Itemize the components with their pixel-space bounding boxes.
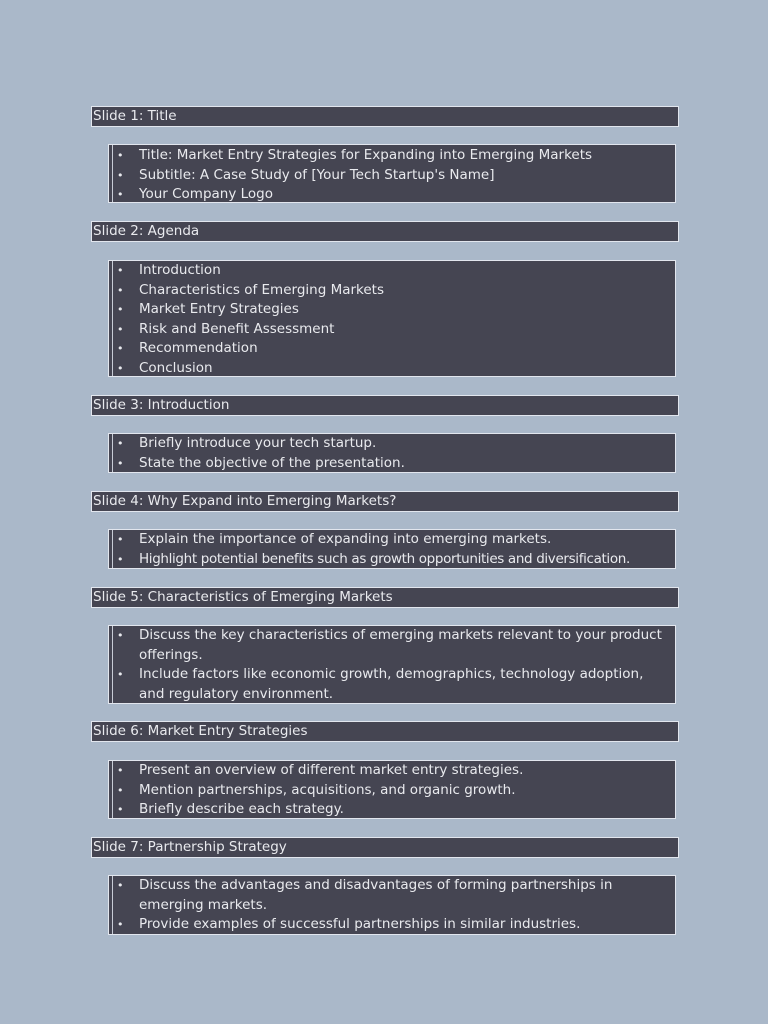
slide-body-7 (108, 875, 676, 935)
list-item (109, 665, 675, 704)
list-item (109, 915, 675, 935)
bullet-icon: • (117, 168, 124, 182)
bullet-icon: • (117, 264, 124, 277)
bullet-icon: • (117, 342, 124, 355)
slide-heading-3: Slide 3: Introduction (91, 395, 679, 416)
list-item-text: Risk and Benefit Assessment (139, 320, 335, 337)
slide-heading-7: Slide 7: Partnership Strategy (91, 837, 679, 858)
list-item-text: Discuss the advantages and disadvantages of forming partnerships in emerging markets. (139, 877, 613, 913)
bullet-icon: • (117, 361, 124, 375)
slide-body-6 (108, 760, 676, 819)
slide-body-3 (108, 433, 676, 473)
list-item-text: Present an overview of different market entry strategies. (139, 762, 524, 778)
list-item-text: Recommendation (139, 340, 258, 356)
list-item (109, 146, 675, 166)
list-item-text: Characteristics of Emerging Markets (139, 281, 385, 298)
bullet-icon: • (117, 552, 124, 566)
bullet-list (109, 530, 675, 569)
list-item-text: Introduction (139, 262, 221, 278)
list-item-text: Title: Market Entry Strategies for Expanding into Emerging Markets (139, 147, 593, 163)
list-item (109, 800, 675, 820)
list-item-text: Discuss the key characteristics of emerging markets relevant to your product offerings. (139, 627, 662, 663)
list-item-text: Highlight potential benefits such as growth opportunities and diversification. (139, 550, 630, 567)
list-item-text: Conclusion (139, 359, 213, 376)
bullet-icon: • (117, 533, 124, 546)
slide-heading-2: Slide 2: Agenda (91, 221, 679, 242)
bullet-icon: • (117, 918, 124, 931)
bullet-icon: • (117, 456, 124, 470)
bullet-icon: • (117, 283, 124, 297)
list-item (109, 454, 675, 474)
slide-body-5 (108, 625, 676, 704)
bullet-icon: • (117, 783, 124, 797)
bullet-list (109, 146, 675, 205)
bullet-icon: • (117, 303, 124, 316)
list-item-text: Include factors like economic growth, demographics, technology adoption, and regulatory environment. (139, 666, 644, 702)
bullet-icon: • (117, 879, 124, 892)
list-item (109, 434, 675, 454)
bullet-list (109, 261, 675, 378)
bullet-icon: • (117, 668, 124, 681)
list-item-text: Your Company Logo (139, 186, 273, 202)
list-item (109, 166, 675, 186)
bullet-list (109, 761, 675, 820)
list-item-text: State the objective of the presentation. (139, 454, 405, 471)
bullet-icon: • (117, 764, 124, 777)
bullet-icon: • (117, 322, 124, 336)
list-item (109, 339, 675, 359)
list-item-text: Provide examples of successful partnerships in similar industries. (139, 916, 581, 932)
list-item (109, 781, 675, 801)
bullet-icon: • (117, 437, 124, 450)
list-item-text: Subtitle: A Case Study of [Your Tech Startup's Name] (139, 166, 495, 183)
bullet-list (109, 876, 675, 935)
list-item (109, 281, 675, 301)
list-item (109, 261, 675, 281)
slide-heading-4: Slide 4: Why Expand into Emerging Markets? (91, 491, 679, 512)
bullet-list (109, 434, 675, 473)
slide-body-4 (108, 529, 676, 569)
slide-body-1 (108, 144, 676, 203)
list-item-text: Briefly introduce your tech startup. (139, 435, 377, 451)
list-item (109, 320, 675, 340)
slide-body-2 (108, 260, 676, 377)
list-item-text: Market Entry Strategies (139, 301, 299, 317)
bullet-icon: • (117, 629, 124, 642)
slide-heading-5: Slide 5: Characteristics of Emerging Markets (91, 587, 679, 608)
list-item (109, 761, 675, 781)
list-item (109, 626, 675, 665)
bullet-list (109, 626, 675, 704)
slide-heading-6: Slide 6: Market Entry Strategies (91, 721, 679, 742)
bullet-icon: • (117, 803, 124, 816)
bullet-icon: • (117, 149, 124, 162)
list-item (109, 550, 675, 570)
list-item (109, 300, 675, 320)
list-item (109, 359, 675, 379)
list-item (109, 530, 675, 550)
list-item-text: Mention partnerships, acquisitions, and organic growth. (139, 781, 516, 798)
list-item-text: Explain the importance of expanding into emerging markets. (139, 531, 552, 547)
bullet-icon: • (117, 188, 124, 201)
slide-heading-1: Slide 1: Title (91, 106, 679, 127)
list-item (109, 876, 675, 915)
list-item-text: Briefly describe each strategy. (139, 801, 344, 817)
list-item (109, 185, 675, 205)
